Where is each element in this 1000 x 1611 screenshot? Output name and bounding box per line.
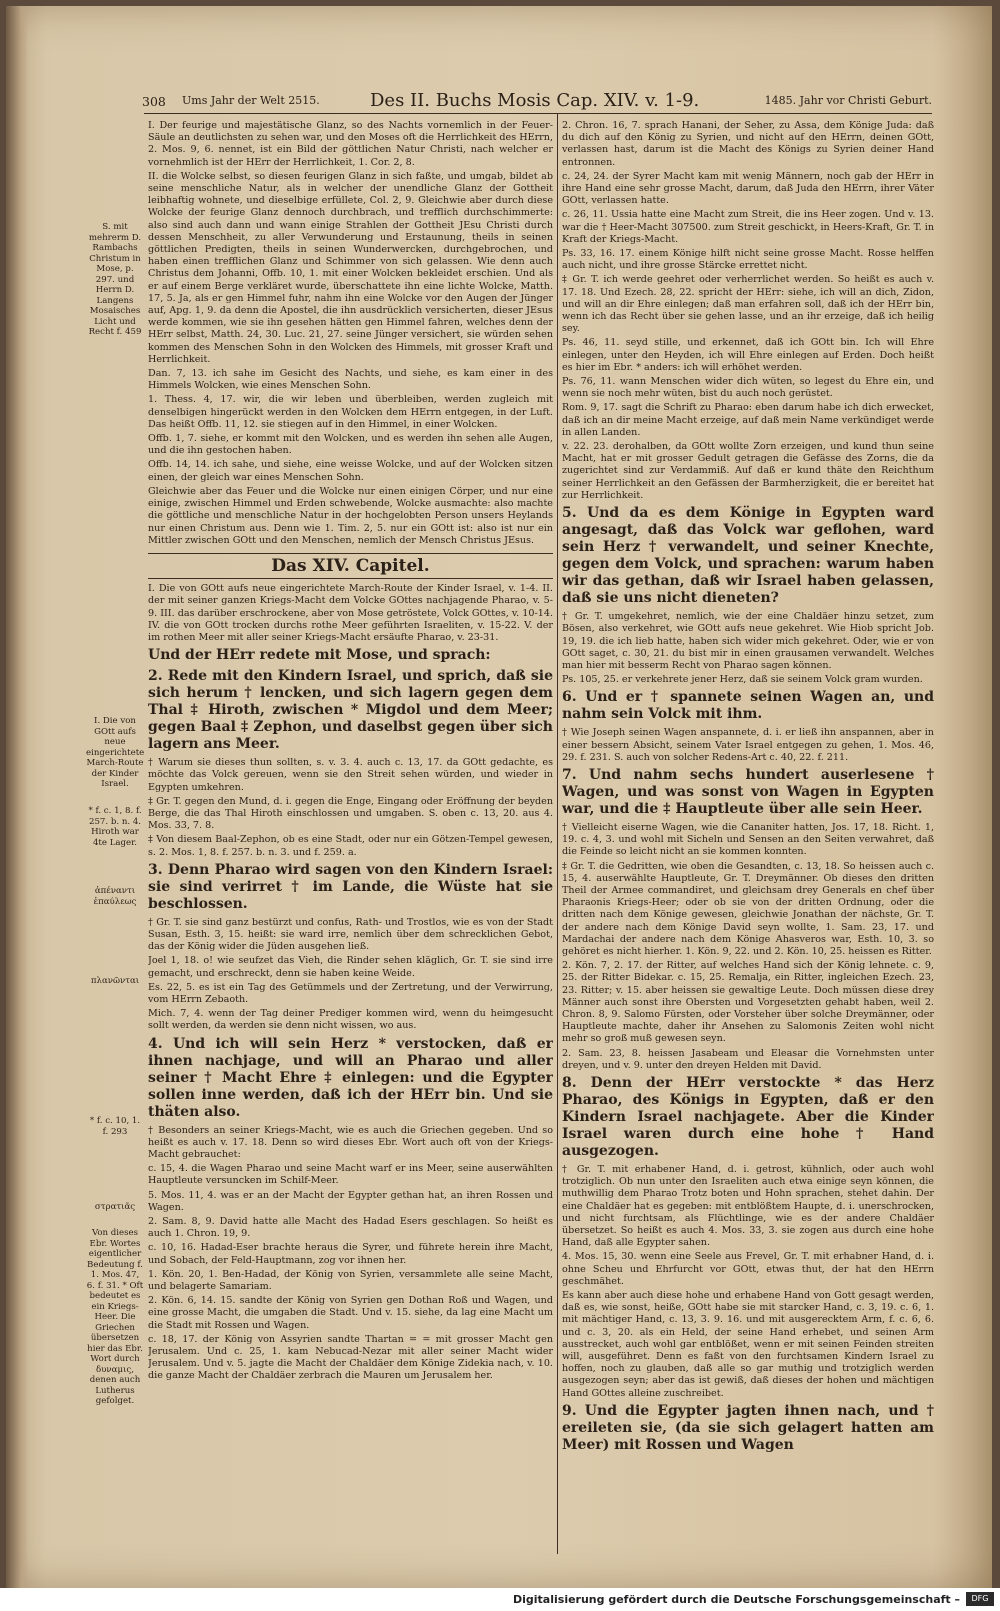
verse-text: Und der HErr redete mit Mose, und sprach: — [148, 647, 491, 664]
verse-text: 4. Und ich will sein Herz * verstocken, daß er ihnen nachjage, und will an Pharao und aller seiner † Macht Ehre ‡ einlegen: und die Egypter sollen inne werden, daß ich der HErr bin. Und sie thäten also. — [148, 1035, 553, 1120]
verse-text: 3. Denn Pharao wird sagen von den Kindern Israel: sie sind verirret † im Lande, die Wüste hat sie beschlossen. — [148, 861, 553, 912]
commentary-paragraph: 2. Kön. 6, 14. 15. sandte der König von Syrien gen Dothan Roß und Wagen, und eine grosse Macht, die umgaben die Stadt. Und v. 15. siehe, da lag eine Macht um die Stadt mit Rossen und Wagen. — [148, 1295, 553, 1331]
commentary-paragraph: 1. Kön. 20, 1. Ben-Hadad, der König von Syrien, versammlete alle seine Macht, und belagerte Samariam. — [148, 1268, 553, 1293]
commentary-paragraph: Ps. 33, 16. 17. einem Könige hilft nicht seine grosse Macht. Rosse helffen auch nicht, und ihre grosse Stärcke errettet nicht. — [562, 248, 934, 272]
running-header — [142, 90, 932, 114]
commentary-paragraph: 2. Sam. 23, 8. heissen Jasabeam und Eleasar die Vornehmsten unter dreyen, und v. 9. unter den dreyen Helden mit David. — [562, 1047, 934, 1071]
book-page — [6, 6, 992, 1588]
right-column — [562, 120, 934, 1560]
commentary-paragraph: Ps. 105, 25. er verkehrete jener Herz, daß sie seinem Volck gram wurden. — [562, 674, 923, 686]
footer-credit: Digitalisierung gefördert durch die Deutsche Forschungsgemeinschaft – — [513, 1593, 960, 1606]
commentary-paragraph: Rom. 9, 17. sagt die Schrift zu Pharao: eben darum habe ich dich erwecket, daß ich an dir meine Macht erzeige, auf daß mein Name verkündiget werde in allen Landen. — [562, 402, 934, 438]
book-spine — [6, 6, 28, 1588]
running-title: Des II. Buchs Mosis Cap. XIV. v. 1-9. — [370, 90, 700, 111]
commentary-paragraph: c. 26, 11. Ussia hatte eine Macht zum Streit, die ins Heer zogen. Und v. 13. war die † Heer-Macht 307500. zum Streit geschickt, in Heers-Kraft, Gr. T. in Kraft der Kriegs-Macht. — [562, 209, 934, 245]
commentary-paragraph: c. 24, 24. der Syrer Macht kam mit wenig Männern, noch gab der HErr in ihre Hand eine sehr grosse Macht, darum, daß Juda den HErrn, ihrer Väter GOtt, verlassen hatte. — [562, 170, 934, 207]
margin-note: I. Die von GOtt aufs neue eingerichtete March-Route der Kinder Israel. — [86, 716, 145, 789]
commentary-paragraph: ‡ Gr. T. ich werde geehret oder verherrlichet werden. So heißt es auch v. 17. 18. Und Ezech. 28, 22. spricht der HErr: siehe, ich will an dich, Zidon, und will an dir Ehre einlegen; daß man erfahren soll, daß ich der HErr bin, wenn ich das Recht über sie gehen lasse, und an ihr erzeige, daß ich heilig sey. — [562, 274, 934, 335]
chapter-title: Das XIV. Capitel. — [148, 553, 553, 579]
commentary-paragraph: † Gr. T. sie sind ganz bestürzt und confus, Rath- und Trostlos, wie es von der Stadt Susan, Esth. 3, 15. heißt: sie ward irre, nemlich über dem schrecklichen Gebot, das der König wider die Jüden ausgehen ließ. — [148, 916, 553, 953]
commentary-paragraph: c. 18, 17. der König von Assyrien sandte Thartan = = mit grosser Macht gen Jerusalem. Und c. 25, 1. kam Nebucad-Nezar mit aller seiner Macht wider Jerusalem. Und v. 5. jagte die Macht der Chaldäer dem Könige Zidekia nach, v. 10. die ganze Macht der Chaldäer zerbrach die Mauren um Jerusalem her. — [148, 1333, 553, 1382]
verse-text: 7. Und nahm sechs hundert auserlesene † Wagen, und was sonst von Wagen in Egypten war, und die ‡ Hauptleute über alle sein Heer. — [562, 766, 934, 817]
margin-note: * f. c. 10, 1. f. 293 — [89, 1116, 141, 1137]
margin-note: S. mit mehrerm D. Rambachs Christum in Mose, p. 297. und Herrn D. Langens Mosaisches Licht und Recht f. 459 — [88, 222, 142, 337]
verse-text: 9. Und die Egypter jagten ihnen nach, und † ereileten sie, (da sie sich gelagert hatten am Meer) mit Rossen und Wagen — [562, 1402, 934, 1453]
margin-note: * f. c. 1, 8. f. 257. b. n. 4. Hiroth war 4te Lager. — [88, 806, 142, 848]
commentary-paragraph: Offb. 14, 14. ich sahe, und siehe, eine weisse Wolcke, und auf der Wolcken sitzen einen, der gleich war eines Menschen Sohn. — [148, 459, 553, 483]
commentary-paragraph: 4. Mos. 15, 30. wenn eine Seele aus Frevel, Gr. T. mit erhabner Hand, d. i. ohne Scheu und Ehrfurcht vor GOtt, etwas thut, der hat den HErrn geschmähet. — [562, 1251, 934, 1287]
commentary-paragraph: † Besonders an seiner Kriegs-Macht, wie es auch die Griechen gegeben. Und so heißt es auch v. 17. 18. Denn so wird dieses Ebr. Wort auch oft von der Kriegs-Macht gebrauchet: — [148, 1124, 553, 1160]
commentary-paragraph: 2. Chron. 16, 7. sprach Hanani, der Seher, zu Assa, dem Könige Juda: daß du dich auf den König zu Syrien, und nicht auf den HErrn, deinen GOtt, verlassen hast, darum ist die Macht des Königs zu Syrien deiner Hand entronnen. — [562, 120, 934, 168]
year-right: 1485. Jahr vor Christi Geburt. — [764, 94, 932, 107]
commentary-paragraph: † Gr. T. mit erhabener Hand, d. i. getrost, kühnlich, oder auch wohl trotziglich. Ob nun unter den Israeliten auch etwa einige seyn können, die muthwillig dem Pharao Trotz boten und Hohn sprachen, stehet dahin. Der eine Chaldäer hat es gegeben: mit entblößtem Haupte, d. i. unerschrocken, und nicht furchtsam, als Flüchtlinge, wie es der andere Chaldäer übersetzet. So heißt es auch 4. Mos. 33, 3. sie zogen aus durch eine hohe Hand, daß alle Egypter sahen. — [562, 1163, 934, 1249]
commentary-paragraph: I. Der feurige und majestätische Glanz, so des Nachts vornemlich in der Feuer-Säule an deutlichsten zu sehen war, und den Moses oft die Herrlichkeit des HErrn, 2. Mos. 9, 6. nennet, ist ein Bild der göttlichen Natur Christi, nach welcher er vornehmlich ist der HErr der Herrlichkeit, 1. Cor. 2, 8. — [148, 120, 553, 168]
commentary-paragraph: Mich. 7, 4. wenn der Tag deiner Prediger kommen wird, wenn du heimgesucht sollt werden, da werden sie denn nicht wissen, wo aus. — [148, 1008, 553, 1032]
commentary-paragraph: ‡ Gr. T. die Gedritten, wie oben die Gesandten, c. 13, 18. So heissen auch c. 15, 4. auserwählte Hauptleute, Gr. T. Dreymänner. Ob dieses den dritten Theil der Armee commandiret, und gleichsam drey Generals en chef über Pharaonis Kriegs-Heer; oder ob sie von der dritten Ordnung, oder die dritten nach dem Könige gewesen, gleichwie Jonathan der nächste, Gr. T. der andere nach dem Könige David seyn wollte, 1. Sam. 23, 17. und Mardachai der andere nach dem Könige Ahasveros war, Esth. 10, 3. so gehöret es nicht hierher. 1. Kön. 9, 22. und 2. Kön. 10, 25. heissen es Ritter. — [562, 860, 934, 957]
left-column — [148, 120, 553, 1520]
header-rule — [144, 113, 932, 114]
commentary-paragraph: 5. Mos. 11, 4. was er an der Macht der Egypter gethan hat, an ihren Rossen und Wagen. — [148, 1189, 553, 1213]
commentary-paragraph: II. die Wolcke selbst, so diesen feurigen Glanz in sich faßte, und umgab, bildet ab seine menschliche Natur, als in welcher der unendliche Glanz der Gottheit leibhaftig wohnete, und dieselbige erfüllete, Col. 2, 9. Gleichwie aber durch diese Wolcke der feurige Glanz dennoch durchbrach, und trefflich durchschimmerte: also sind auch dann und wann einige Strahlen der Gottheit JEsu Christi durch dessen Menschheit, zu aller Verwunderung und Erstaunung, theils in seinen göttlichen Predigten, theils in seinen Wunderwercken, durchgebrochen, und haben einen trefflichen Glanz und Schimmer von sich gelassen. Wie denn auch Christus dem Johanni, Offb. 10, 1. mit einer Wolcken bekleidet erschien. Und als er auf einem Berge verkläret wurde, überschattete ihn eine lichte Wolcke, Matth. 17, 5. Ja, als er gen Himmel fuhr, nahm ihn eine Wolcke vor den Augen der Jünger auf, Apg. 1, 9. da denn die Apostel, die ihn ausdrücklich versicherten, dieser JEsus werde kommen, wie sie ihn gesehen hätten gen Himmel fahren, welches denn der HErr selbst, Matth. 24, 30. Luc. 21, 27. seine Jünger versichert, sie würden sehen kommen des Menschen Sohn in den Wolcken des Himmels, mit grosser Kraft und Herrlichkeit. — [148, 170, 553, 365]
commentary-paragraph: Dan. 7, 13. ich sahe im Gesicht des Nachts, und siehe, es kam einer in des Himmels Wolcken, wie eines Menschen Sohn. — [148, 368, 553, 392]
commentary-paragraph: Offb. 1, 7. siehe, er kommt mit den Wolcken, und es werden ihn sehen alle Augen, und die ihn gestochen haben. — [148, 433, 553, 457]
dfg-logo: DFG — [966, 1592, 994, 1606]
commentary-paragraph: Joel 1, 18. o! wie seufzet das Vieh, die Rinder sehen kläglich, Gr. T. sie sind irre gemacht, und erschreckt, denn sie haben keine Weide. — [148, 955, 553, 979]
commentary-paragraph: Ps. 46, 11. seyd stille, und erkennet, daß ich GOtt bin. Ich will Ehre einlegen, unter den Heyden, ich will Ehre einlegen auf Erden. Doch heißt es hier im Ebr. * anders: ich will erhöhet werden. — [562, 337, 934, 373]
chapter-summary: I. Die von GOtt aufs neue eingerichtete March-Route der Kinder Israel, v. 1-4. II. der mit seiner ganzen Kriegs-Macht dem Volcke GOttes nachjagende Pharao, v. 5-9. III. das darüber erschrockene, aber von Mose getröstete, Volck GOttes, v. 10-14. IV. die von GOtt trocken durchs rothe Meer geführten Israeliten, v. 15-22. V. der im rothen Meer mit aller seiner Kriegs-Macht ersäufte Pharao, v. 23-31. — [148, 583, 553, 643]
margin-note: στρατιᾶς — [94, 1202, 136, 1212]
commentary-paragraph: ‡ Gr. T. gegen den Mund, d. i. gegen die Enge, Eingang oder Eröffnung der beyden Berge, die das Thal Hiroth einschlossen und umgaben. S. oben c. 13, 20. aus 4. Mos. 33, 7. 8. — [148, 795, 553, 832]
verse-text: 5. Und da es dem Könige in Egypten ward angesagt, daß das Volck war geflohen, ward sein Herz † verwandelt, und seiner Knechte, gegen dem Volck, und sprachen: warum haben wir das gethan, daß wir Israel haben gelassen, daß sie uns nicht dieneten? — [562, 505, 934, 607]
commentary-paragraph: c. 10, 16. Hadad-Eser brachte heraus die Syrer, und führete herein ihre Macht, und Sobach, der Feld-Hauptmann, zog vor ihnen her. — [148, 1242, 553, 1266]
commentary-paragraph: Ps. 76, 11. wann Menschen wider dich wüten, so legest du Ehre ein, und wenn sie noch mehr wüten, bist du auch noch gerüstet. — [562, 376, 934, 400]
column-divider — [557, 114, 558, 1554]
digitization-footer — [0, 1588, 1000, 1611]
margin-note: ἀπέναντι ἐπαύλεως — [93, 886, 137, 907]
year-left: Ums Jahr der Welt 2515. — [182, 94, 320, 107]
commentary-paragraph: Gleichwie aber das Feuer und die Wolcke nur einen einigen Cörper, und nur eine einige, zwischen Himmel und Erden schwebende, Wolcke ausmachte: also machte die göttliche und menschliche Natur in der hochgelobten Person unsers Heylands nur einen Christum aus. Denn wie 1. Tim. 2, 5. nur ein GOtt ist: also ist nur ein Mittler zwischen GOtt und den Menschen, nemlich der Mensch Christus JEsus. — [148, 485, 553, 546]
commentary-paragraph: c. 15, 4. die Wagen Pharao und seine Macht warf er ins Meer, seine auserwählten Hauptleute versuncken im Schilf-Meer. — [148, 1163, 553, 1187]
verse-text: 6. Und er † spannete seinen Wagen an, und nahm sein Volck mit ihm. — [562, 689, 934, 723]
commentary-paragraph: † Warum sie dieses thun sollten, s. v. 3. 4. auch c. 13, 17. da GOtt gedachte, es möchte das Volck gereuen, wenn sie den Streit sehen würden, und wieder in Egypten umkehren. — [148, 757, 553, 793]
commentary-paragraph: 2. Kön. 7, 2. 17. der Ritter, auf welches Hand sich der König lehnete. c. 9, 25. der Ritter Bidekar. c. 15, 25. Remalja, ein Ritter, ingleichen Ezech. 23, 23. Ritter; v. 15. aber heissen sie gewaltige Leute. Doch müssen diese drey Männer auch sonst ihre Obersten und Vorgesetzten gehabt haben, weil 2. Chron. 8, 9. Salomo Fürsten, oder Vorsteher über solche Dreymänner, oder Hauptleute machte, daher ihr Ansehen zu Salomonis Zeiten wohl nicht mehr so groß muß gewesen seyn. — [562, 960, 934, 1045]
commentary-paragraph: 1. Thess. 4, 17. wir, die wir leben und überbleiben, werden zugleich mit denselbigen hingerückt werden in den Wolcken dem HErrn entgegen, in der Luft. Das heißt Offb. 11, 12. sie stiegen auf in den Himmel, in einer Wolcken. — [148, 394, 553, 430]
commentary-paragraph: † Vielleicht eiserne Wagen, wie die Cananiter hatten, Jos. 17, 18. Richt. 1, 19. c. 4, 3. und wohl mit Sicheln und Sensen an den Seiten verwahret, daß die Feinde so leicht nicht an sie kommen konnten. — [562, 821, 934, 858]
commentary-paragraph: † Wie Joseph seinen Wagen anspannete, d. i. er ließ ihn anspannen, aber in einer bessern Absicht, seinem Vater Israel entgegen zu gehen, 1. Mos. 46, 29. f. 231. S. auch von solcher Redens-Art c. 40, 22. f. 211. — [562, 727, 934, 763]
commentary-paragraph: ‡ Von diesem Baal-Zephon, ob es eine Stadt, oder nur ein Götzen-Tempel gewesen, s. 2. Mos. 1, 8. f. 257. b. n. 3. und f. 259. a. — [148, 834, 553, 858]
verse-text: 8. Denn der HErr verstockte * das Herz Pharao, des Königs in Egypten, daß er den Kindern Israel nachjagete. Aber die Kinder Israel waren durch eine hohe † Hand ausgezogen. — [562, 1074, 934, 1159]
verse-text: 2. Rede mit den Kindern Israel, und sprich, daß sie sich herum † lencken, und sich lagern gegen dem Thal ‡ Hiroth, zwischen * Migdol und dem Meer; gegen Baal ‡ Zephon, und daselbst gegen über sich lagern ans Meer. — [148, 668, 553, 753]
commentary-paragraph: v. 22. 23. derohalben, da GOtt wollte Zorn erzeigen, und kund thun seine Macht, hat er mit grosser Gedult getragen die Gefässe des Zorns, die da zugerichtet sind zur Verdammiß. Auf daß er kund thäte den Reichthum seiner Herrlichkeit an den Gefässen der Barmherzigkeit, die er bereitet hat zur Herrlichkeit. — [562, 441, 934, 501]
margin-note: Von dieses Ebr. Wortes eigentlicher Bedeutung f. 1. Mos. 47, 6. f. 31. * Oft bedeutet es ein Kriegs-Heer. Die Griechen übersetzen hier das Ebr. Wort durch δυναμις, denen auch Lutherus gefolget. — [86, 1228, 144, 1406]
margin-note: πλανῶνται — [90, 976, 140, 986]
commentary-paragraph: 2. Sam. 8, 9. David hatte alle Macht des Hadad Esers geschlagen. So heißt es auch 1. Chron. 19, 9. — [148, 1216, 553, 1240]
page-number: 308 — [142, 94, 166, 109]
commentary-paragraph: Es kann aber auch diese hohe und erhabene Hand von Gott gesagt werden, daß es, wie sonst, heiße, GOtt habe sie mit starcker Hand, c. 3, 19. c. 6, 1. mit mächtiger Hand, c. 13, 3. 9. 16. und mit ausgerecktem Arm, f. c. 6, 6. und c. 3, 20. als ein Held, der seine Hand erhebet, und seinen Arm ausstrecket, auch wohl gar entblößet, wenn er mit seinen Feinden streiten will, ausgeführet. Denn es faßt von den furchtsamen Kindern Israel zu hoffen, noch zu glauben, daß alle so gar muthig und trotziglich werden ausgezogen seyn; aber das ist gewiß, daß dieses der hohen und mächtigen Hand GOttes alleine zuschreibet. — [562, 1290, 934, 1399]
commentary-paragraph: Es. 22, 5. es ist ein Tag des Getümmels und der Zertretung, und der Verwirrung, vom HErrn Zebaoth. — [148, 981, 553, 1005]
commentary-paragraph: † Gr. T. umgekehret, nemlich, wie der eine Chaldäer hinzu setzet, zum Bösen, also verkehret, wie GOtt aufs neue gekehret. Wie Hiob spricht Job. 19, 19. die ich lieb hatte, haben sich wider mich gekehret. Oder, wie er von GOtt saget, c. 30, 21. du bist mir in einen grausamen verwandelt. Welches man hier mit besserm Recht von Pharao sagen können. — [562, 611, 934, 671]
